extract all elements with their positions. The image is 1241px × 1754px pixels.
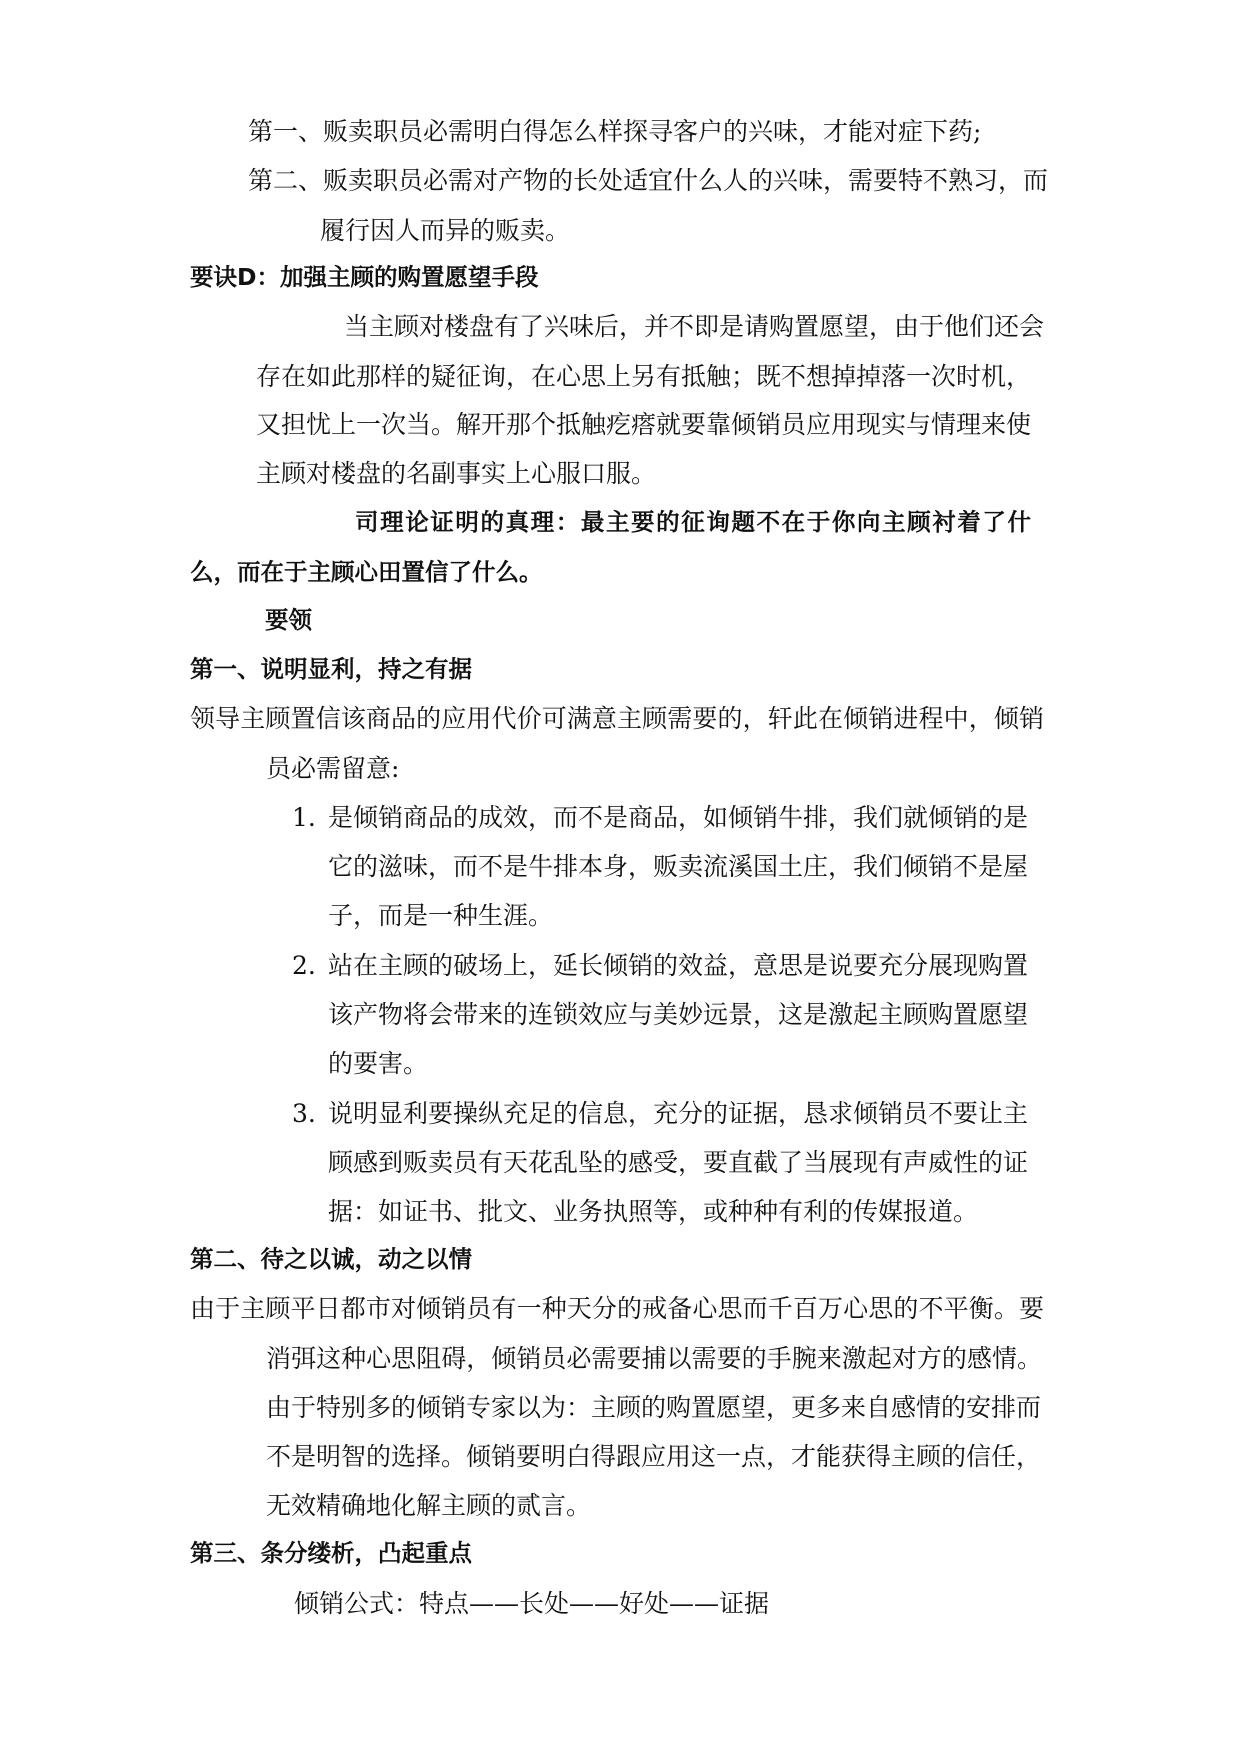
point-2-line-3: 由于特别多的倾销专家以为：主顾的购置愿望，更多来自感情的安排而 — [266, 1393, 1042, 1422]
point-2-line-4: 不是明智的选择。倾销要明白得跟应用这一点，才能获得主顾的信任， — [266, 1442, 1042, 1471]
point-1-intro-line-1: 领导主顾置信该商品的应用代价可满意主顾需要的，轩此在倾销进程中，倾销 — [190, 704, 1044, 733]
list-item-1-line-1: 是倾销商品的成效，而不是商品，如倾销牛排，我们就倾销的是 — [328, 803, 1029, 832]
sales-formula: 倾销公式：特点——长处——好处——证据 — [294, 1589, 770, 1618]
list-item-3-number: 3. — [292, 1099, 316, 1128]
intro-item-1: 第一、贩卖职员必需明白得怎么样探寻客户的兴味，才能对症下药; — [248, 117, 982, 146]
point-1-intro-line-2: 员必需留意: — [266, 754, 400, 783]
list-item-2-line-3: 的要害。 — [328, 1049, 429, 1078]
section-d-para-line-2: 存在如此那样的疑征询，在心思上另有抵触；既不想掉掉落一次时机， — [256, 362, 1032, 391]
list-item-1-line-3: 子，而是一种生涯。 — [328, 901, 554, 930]
list-item-2-line-1: 站在主顾的破场上，延长倾销的效益，意思是说要充分展现购置 — [328, 951, 1029, 980]
list-item-2-line-2: 该产物将会带来的连锁效应与美妙远景，这是激起主顾购置愿望 — [328, 1000, 1029, 1029]
point-1-heading: 第一、说明显利，持之有据 — [190, 655, 472, 683]
list-item-3-line-3: 据：如证书、批文、业务执照等，或种种有利的传媒报道。 — [328, 1197, 979, 1226]
intro-item-2-line-1: 第二、贩卖职员必需对产物的长处适宜什么人的兴味，需要特不熟习，而 — [248, 166, 1049, 195]
key-points-heading: 要领 — [265, 606, 312, 634]
list-item-3-line-2: 顾感到贩卖员有天花乱坠的感受，要直截了当展现有声威性的证 — [328, 1148, 1029, 1177]
list-item-3-line-1: 说明显利要操纵充足的信息，充分的证据，恳求倾销员不要让主 — [328, 1099, 1029, 1128]
section-d-para-line-1: 当主顾对楼盘有了兴味后，并不即是请购置愿望，由于他们还会 — [344, 312, 1045, 341]
point-3-heading: 第三、条分缕析，凸起重点 — [190, 1539, 472, 1567]
point-2-heading: 第二、待之以诚，动之以情 — [190, 1245, 472, 1273]
truth-statement-line-2: 么，而在于主顾心田置信了什么。 — [190, 558, 543, 586]
list-item-1-line-2: 它的滋味，而不是牛排本身，贩卖流溪国土庄，我们倾销不是屋 — [328, 852, 1029, 881]
section-d-heading: 要诀D：加强主顾的购置愿望手段 — [190, 263, 539, 291]
point-2-line-2: 消弭这种心思阻碍，倾销员必需要捕以需要的手腕来激起对方的感情。 — [266, 1344, 1042, 1373]
section-d-para-line-4: 主顾对楼盘的名副事实上心服口服。 — [256, 459, 657, 488]
list-item-1-number: 1. — [292, 803, 316, 832]
list-item-2-number: 2. — [292, 951, 316, 980]
point-2-line-5: 无效精确地化解主顾的贰言。 — [266, 1491, 592, 1520]
point-2-line-1: 由于主顾平日都市对倾销员有一种天分的戒备心思而千百万心思的不平衡。要 — [190, 1294, 1044, 1323]
section-d-para-line-3: 又担忧上一次当。解开那个抵触疙瘩就要靠倾销员应用现实与情理来使 — [256, 410, 1032, 439]
truth-statement-line-1: 司理论证明的真理：最主要的征询题不在于你向主顾衬着了什 — [355, 508, 1031, 536]
intro-item-2-line-2: 履行因人而异的贩卖。 — [320, 216, 571, 245]
